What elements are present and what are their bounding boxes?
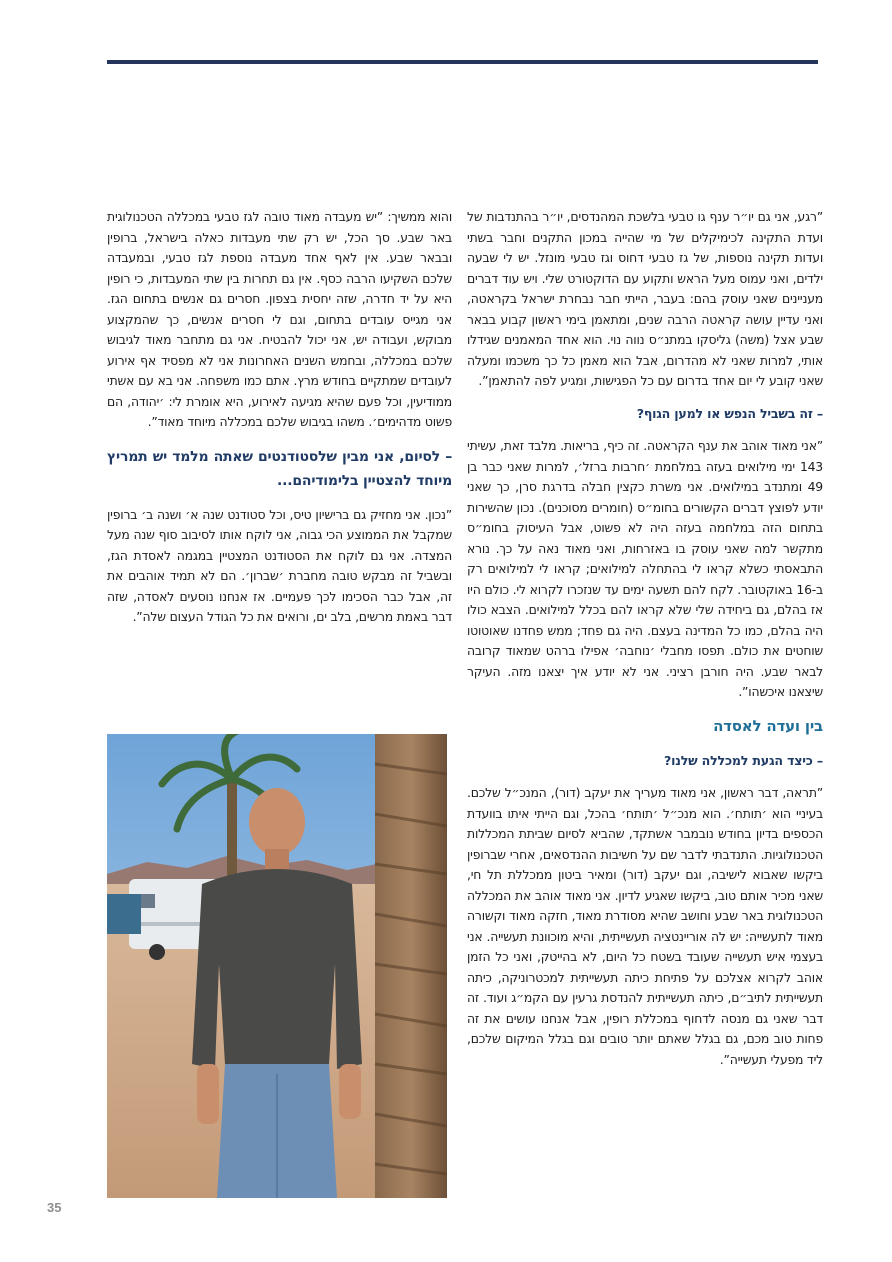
page-number: 35 — [47, 1200, 62, 1215]
article-paragraph: ”תראה, דבר ראשון, אני מאוד מעריך את יעקב (דור), המנכ״ל שלכם. בעיניי הוא ׳תותח׳. הוא מנכ״ל ׳תותח׳ בהכל, וגם הייתי איתו בוועדת הכספים בדיון בחודש נובמבר אשתקד, שהביא לסיום שביתת המכללות הטכנולוגיות. התנדבתי לדבר שם על חשיבות ההנדסאים, אחרי שברופין ביקשו שאבוא לישיבה, וגם יעקב (דור) ומאיר ביטון ממכללת תל חי, שאני מכיר אותם טוב, ביקשו שאגיע לדיון. אני מאוד אוהב את המכללה הטכנולוגית באר שבע וחושב שהיא מסודרת מאוד, חזקה מאוד וקשורה מאוד לתעשייה: יש לה אוריינטציה תעשייתית, והיא מוכוונת תעשייה. אני בעצמי איש תעשייה שעובד בשטח כל היום, לא בהייטק, ואני כל הזמן אוהב לקרוא אצלכם על פתיחת כיתה תעשייתית למכטרוניקה, כיתה תעשייתית לתיב״ם, כיתה תעשייתית להנדסת גרעין עם הקמ״ג ועוד. זה דבר שאני גם מנסה לדחוף במכללת רופין, אבל אנחנו עושים את זה פחות טוב מכם, גם בגלל שאתם יותר טובים וגם בגלל המיקום שלכם, ליד מפעלי תעשייה”. — [467, 785, 823, 1067]
article-paragraph: ”אני מאוד אוהב את ענף הקראטה. זה כיף, בריאות. מלבד זאת, עשיתי 143 ימי מילואים בעזה במלחמת ׳חרבות ברזל׳, למרות שאני כבר בן 49 ומתנדב במילואים. אני משרת כקצין חבלה בדרגת סרן, כך שאני יודע לפוצץ דברים הקשורים בחומ״ס (חומרים מסוכנים). נכון שהשירות בתחום הזה במלחמה בעזה היה לא פשוט, אבל העיסוק בחומ״ס מתקשר למה שאני עוסק בו באזרחות, ואני מאוד נאה על כך. נורא התבאסתי כשלא קראו לי בהתחלה למילואים; קראו לי למילואים רק ב-16 באוקטובר. לקח להם תשעה ימים עד שנזכרו לקרוא לי. כולם היו אז בהלם, גם ביחידה שלי שלא קראו להם בכלל למילואים. הצבא כולו היה בהלם, כמו כל המדינה בעצם. היה גם פחד; ממש פחדנו שאוטוטו שוחטים את כולם. תפסו מחבלי ׳נוחבה׳ אפילו ברהט שמאוד קרובה לבאר שבע. היה חורבן רציני. אני לא יודע איך יצאנו מזה. העיקר שיצאנו איכשהו”. — [467, 438, 823, 699]
article-paragraph: ”נכון. אני מחזיק גם ברישיון טיס, וכל סטודנט שנה א׳ ושנה ב׳ ברופין שמקבל את הממוצע הכי גבוה, אני לוקח אותו לסיבוב סוף שנה מעל המצדה. אני גם לוקח את הסטודנט המצטיין במגמה לאסדת הגז, ובשביל זה מבקש טובה מחברת ׳שברון׳. הם לא תמיד אוהבים את זה, אבל כבר הסכימו לכך פעמיים. אז אנחנו נוסעים לאסדה, שזה דבר באמת מרשים, בלב ים, ורואים את כל הגודל העצום שלה”. — [107, 506, 452, 624]
interview-question: – לסיום, אני מבין שלסטודנטים שאתה מלמד יש תמריץ מיוחד להצטיין בלימודיהם... — [107, 448, 452, 489]
header-rule — [107, 60, 818, 64]
article-paragraph: ”רגע, אני גם יו״ר ענף גו טבעי בלשכת המהנדסים, יו״ר בהתנדבות של ועדת התקינה לכימיקלים של מי שהייה במכון התקנים וחבר בשתי ועדות תקינה נוספות, של גז טבעי דחוס וגז טבעי מונזל. יש לי שבעה ילדים, ואני עמוס מעל הראש ותקוע עם הדוקטורט שלי. ויש עוד דברים מעניינים שאני עוסק בהם: בעבר, הייתי חבר נבחרת ישראל בקראטה, ואני עדיין עושה קראטה הרבה שנים, ומתאמן בימי ראשון קבוע בבאר שבע אצל (משה) גליסקו במתנ״ס נווה נוי. הוא אחד המאמנים שגידלו אותי, למרות שאני לא מהדרום, אבל הוא מאמן כל כך משכמו ומעלה שאני קובע לי יום אחד בדרום עם כל הפגישות, ומגיע לפה להתאמן”. — [467, 209, 823, 388]
interview-question: – זה בשביל הנפש או למען הגוף? — [636, 405, 823, 421]
section-heading: בין ועדה לאסדה — [713, 716, 823, 735]
article-column-left — [107, 207, 452, 640]
interview-question: – כיצד הגעת למכללה שלנו? — [663, 752, 823, 768]
article-paragraph: והוא ממשיך: ”יש מעבדה מאוד טובה לגז טבעי במכללה הטכנולוגית באר שבע. סך הכל, יש רק שתי מעבדות כאלה בישראל, ברופין ובבאר שבע. אין לאף אחד מעבדה נוספת לגז טבעי, ובמעבדה שלכם השקיעו הרבה כסף. אין גם תחרות בין שתי המעבדות, כי רופין היא על יד חדרה, שזה יחסית בצפון. חסרים גם אנשים בתחום הגז. אני מגייס עובדים בתחום, וגם לי חסרים אנשים, כך שהמקצוע מבוקש, ועבודה יש, אני יכול להבטיח. אני גם מתחבר מאוד לגיבוש שלכם במכללה, ובחמש השנים האחרונות אני לא מפסיד אף אירוע לעובדים שמתקיים בחודש מרץ. אתם כמו משפחה. אני בא עם אשתי ממודיעין, וכל פעם שהיא מגיעה לאירוע, היא אומרת לי: ׳יהודה, הם פשוט מדהימים׳. משהו בגיבוש שלכם במכללה מיוחד מאוד”. — [107, 209, 452, 429]
article-column-right — [467, 207, 823, 1082]
portrait-photo — [107, 734, 447, 1198]
